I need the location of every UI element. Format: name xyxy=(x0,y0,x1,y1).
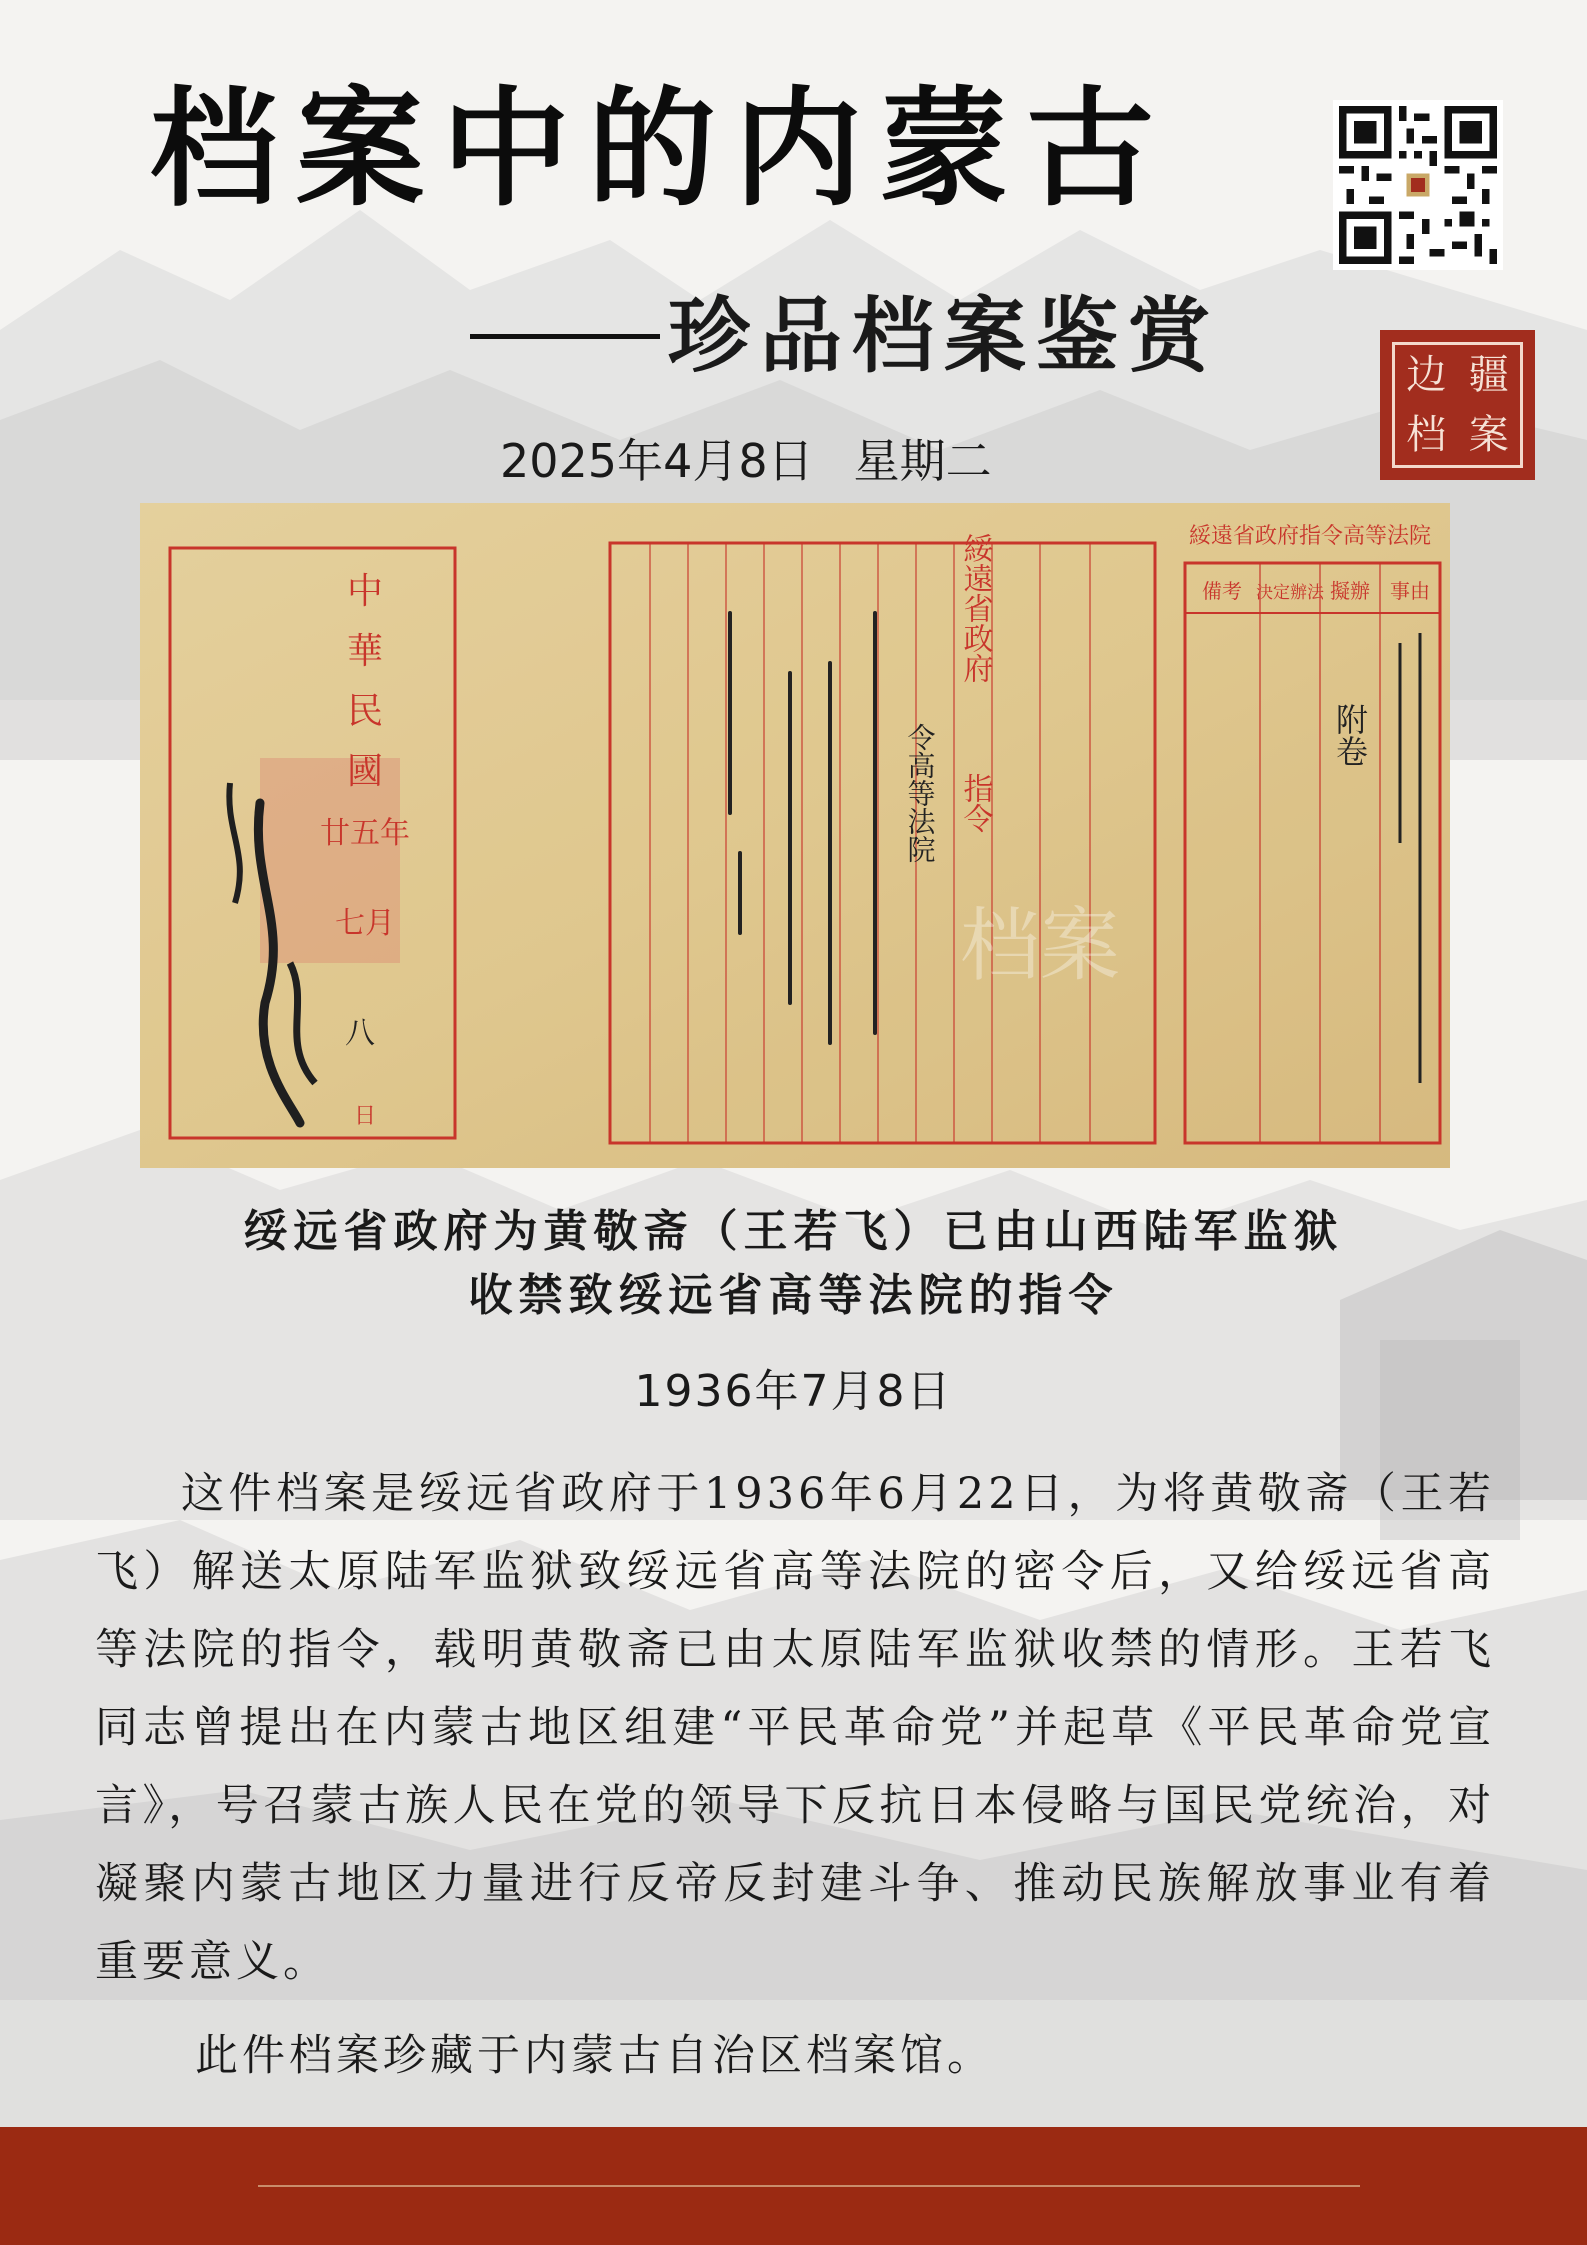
doc-column-label: 事由 xyxy=(1390,579,1430,603)
caption-line-2: 收禁致绥远省高等法院的指令 xyxy=(468,1270,1119,1321)
doc-ink-char: 八 xyxy=(345,1016,375,1051)
archive-document-illustration xyxy=(140,503,1450,1168)
seal-char: 疆 xyxy=(1468,352,1509,398)
seal-char: 档 xyxy=(1406,412,1447,458)
page-subtitle: 珍品档案鉴赏 xyxy=(668,288,1221,384)
article-body xyxy=(95,1455,1495,2095)
seal-frame xyxy=(1392,342,1523,468)
publish-date xyxy=(500,425,992,491)
doc-header: 綏遠省政府指令高等法院 xyxy=(1188,524,1432,549)
doc-recipient: 令高等法院 xyxy=(903,723,937,863)
collection-note: 此件档案珍藏于内蒙古自治区档案馆。 xyxy=(195,2031,994,2081)
doc-red-char: 國 xyxy=(346,751,384,792)
doc-red-char: 民 xyxy=(346,691,384,732)
doc-red-char: 中 xyxy=(346,571,384,612)
page-title: 档案中的内蒙古 xyxy=(150,74,1173,224)
doc-column-label: 擬辦 xyxy=(1330,579,1370,603)
qr-code-pattern xyxy=(1339,106,1497,264)
caption-line-1: 绥远省政府为黄敬斋（王若飞）已由山西陆军监狱 xyxy=(243,1206,1344,1257)
doc-issuer: 綏遠省政府 xyxy=(957,533,993,683)
doc-watermark: 档案 xyxy=(960,899,1120,992)
footer-divider xyxy=(258,2185,1360,2187)
publish-date-text: 2025年4月8日 xyxy=(500,434,814,488)
document-caption xyxy=(100,1200,1487,1328)
body-paragraph: 这件档案是绥远省政府于1936年6月22日，为将黄敬斋（王若飞）解送太原陆军监狱致绥远省高等法院的密令后，又给绥远省高等法院的指令，载明黄敬斋已由太原陆军监狱收禁的情形。王若飞同志曾提出在内蒙古地区组建“平民革命党”并起草《平民革命党宣言》，号召蒙古族人民在党的领导下反抗日本侵略与国民党统治，对凝聚内蒙古地区力量进行反帝反封建斗争、推动民族解放事业有着重要意义。 xyxy=(95,1469,1495,1987)
subtitle-row xyxy=(470,288,1221,384)
publish-weekday: 星期二 xyxy=(853,434,992,488)
em-dash-rule xyxy=(470,334,660,339)
doc-column-label: 備考 xyxy=(1202,579,1242,603)
seal-char: 边 xyxy=(1406,352,1447,398)
doc-annex: 附卷 xyxy=(1331,703,1369,767)
doc-column-label: 決定辦法 xyxy=(1256,583,1324,603)
seal-stamp xyxy=(1380,330,1535,480)
doc-red-char: 七月 xyxy=(335,906,395,941)
seal-char: 案 xyxy=(1468,412,1509,458)
doc-red-char: 廿五年 xyxy=(320,816,410,851)
doc-order-type: 指令 xyxy=(957,773,993,833)
archive-document-photo xyxy=(140,503,1450,1168)
doc-red-char: 華 xyxy=(346,631,384,672)
document-date: 1936年7月8日 xyxy=(634,1366,953,1417)
qr-code-icon[interactable] xyxy=(1333,100,1503,270)
doc-red-char: 日 xyxy=(353,1104,377,1129)
